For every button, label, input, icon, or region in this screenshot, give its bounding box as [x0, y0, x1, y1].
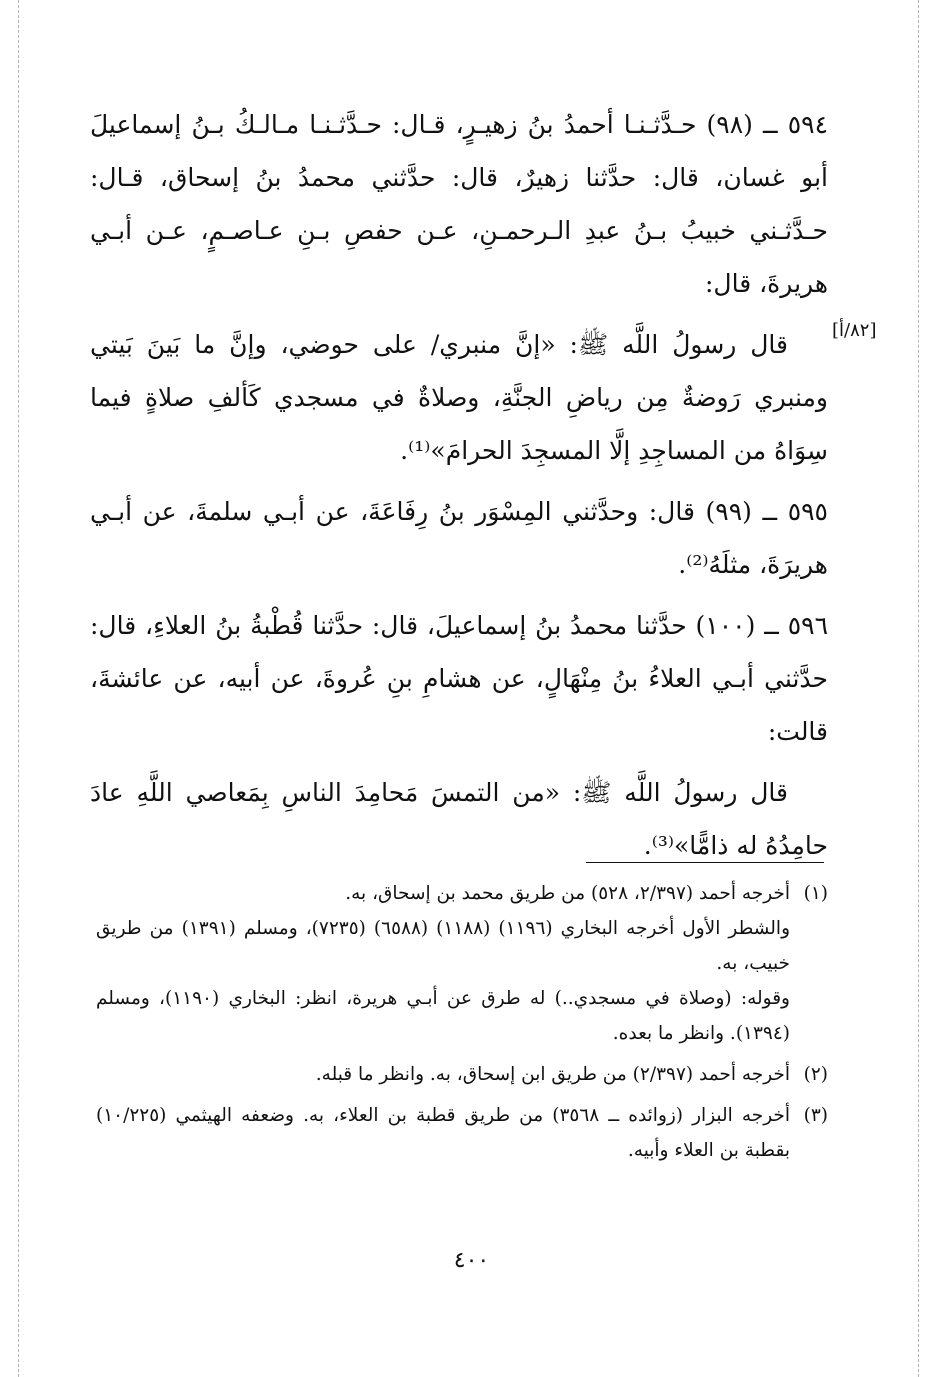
scan-edge-left	[18, 0, 19, 1377]
footnote-line: أخرجه أحمد (٢/٣٩٧) من طريق ابن إسحاق، به. وانظر ما قبله.	[315, 1064, 790, 1085]
footnote-number: (٢)	[803, 1064, 828, 1085]
hadith-595: ٥٩٥ ــ (٩٩) قال: وحدَّثني المِسْوَر بنُ رِفَاعَةَ، عن أبـي سلمةَ، عن أبـي هريرَةَ، مثلَهُ⁽²⁾.	[90, 497, 828, 579]
footnote-line: أخرجه أحمد (٢/٣٩٧، ٥٢٨) من طريق محمد بن إسحاق، به.	[345, 883, 790, 904]
footnote-separator	[586, 862, 824, 863]
page-number: ٤٠٠	[453, 1248, 490, 1273]
scan-edge-right	[918, 0, 919, 1377]
hadith-594-matn: قال رسولُ اللَّه ﷺ: «إنَّ منبري/ على حوضي، وإنَّ ما بَينَ بَيتي ومنبري رَوضةٌ مِن رياضِ الجنَّةِ، وصلاةٌ في مسجدي كَألفِ صلاةٍ فيما سِوَاهُ من المساجِدِ إلَّا المسجِدَ الحرامَ»⁽¹⁾.	[90, 330, 828, 465]
footnote-1	[96, 876, 828, 1051]
footnote-line: وقوله: (وصلاة في مسجدي..) له طرق عن أبـي هريرة، انظر: البخاري (١١٩٠)، ومسلم (١٣٩٤). وانظر ما بعده.	[96, 988, 790, 1044]
hadith-594-isnad: ٥٩٤ ــ (٩٨) حـدَّثـنـا أحمدُ بنُ زهيـرٍ، قـال: حـدَّثـنـا مـالـكُ بـنُ إسماعيلَ أبو غسان، قال: حدَّثنا زهيرٌ، قال: حدَّثني محمدُ بنُ إسحاق، قـال: حـدَّثـني خبيبُ بـنُ عبدِ الـرحمـنِ، عـن حفصِ بـنِ عـاصـمٍ، عـن أبـي هريرةَ، قال:	[90, 110, 829, 298]
hadith-596-matn: قال رسولُ اللَّه ﷺ: «من التمسَ مَحامِدَ الناسِ بِمَعاصي اللَّهِ عادَ حامِدُهُ له ذامًّا»⁽³⁾.	[90, 778, 828, 860]
footnotes	[96, 876, 828, 1174]
main-text	[90, 98, 828, 880]
manuscript-folio-reference: [٨٢/أ]	[832, 320, 877, 341]
footnote-number: (٣)	[803, 1105, 828, 1126]
footnote-3	[96, 1098, 828, 1168]
footnote-number: (١)	[803, 883, 828, 904]
footnote-line: أخرجه البزار (زوائده ــ ٣٥٦٨) من طريق قطبة بن العلاء، به. وضعفه الهيثمي (١٠/٢٢٥) بقطبة بن العلاء وأبيه.	[96, 1105, 790, 1161]
footnote-2	[96, 1057, 828, 1092]
hadith-596-isnad: ٥٩٦ ــ (١٠٠) حدَّثنا محمدُ بنُ إسماعيلَ، قال: حدَّثنا قُطْبةُ بنُ العلاءِ، قال: حدَّثني أبـي العلاءُ بنُ مِنْهَالٍ، عن هشامِ بنِ عُروةَ، عن أبيه، عن عائشةَ، قالت:	[90, 611, 829, 746]
footnote-line: والشطر الأول أخرجه البخاري (١١٩٦) (١١٨٨) (٦٥٨٨) (٧٢٣٥)، ومسلم (١٣٩١) من طريق خبيب، به.	[96, 918, 790, 974]
